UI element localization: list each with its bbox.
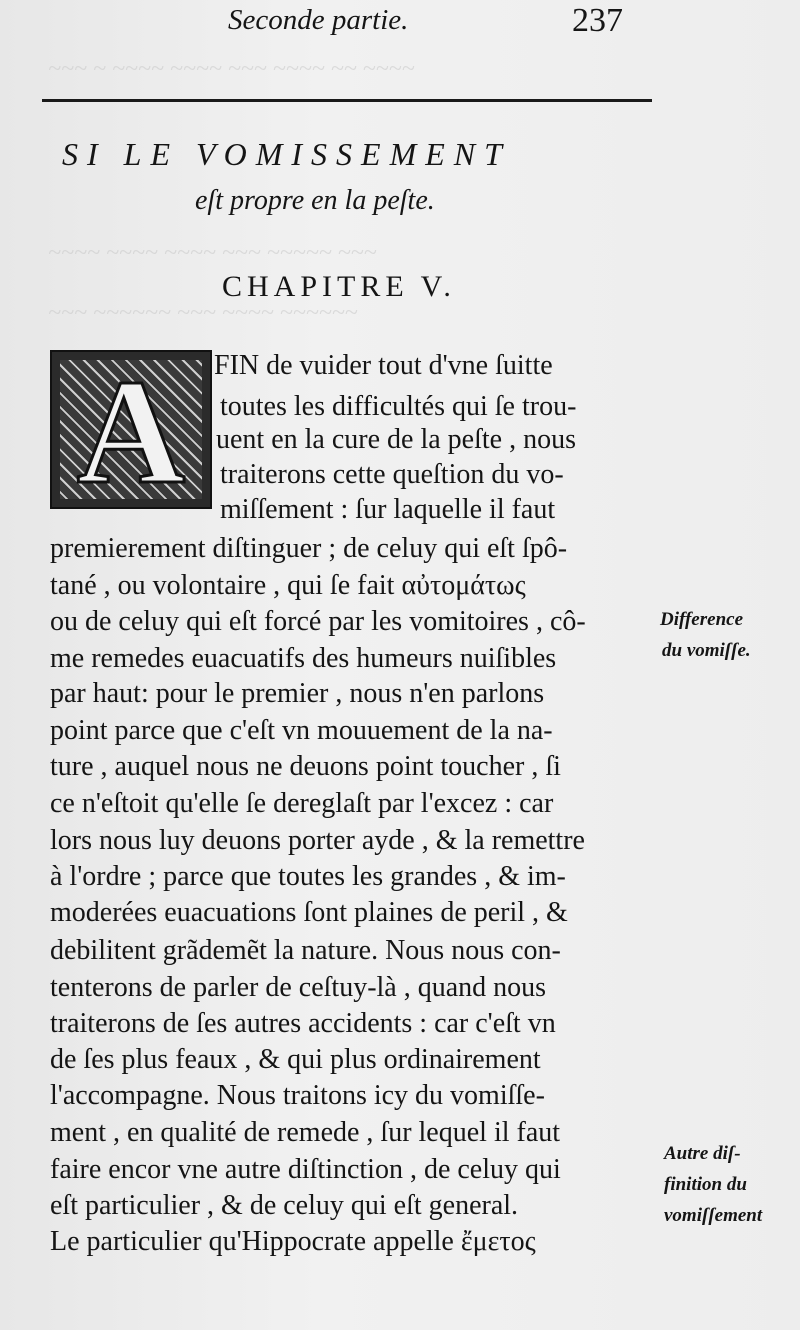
body-line: ment , en qualité de remede , ſur lequel il faut — [50, 1117, 561, 1148]
chapter-title: SI LE VOMISSEMENT — [62, 136, 511, 172]
body-line: tané , ou volontaire , qui ſe fait αὐτομάτως — [50, 570, 526, 601]
body-line: point parce que c'eſt vn mouuement de la na- — [50, 715, 553, 746]
body-line: ou de celuy qui eſt forcé par les vomitoires , cô- — [50, 606, 586, 637]
margin-note-line: finition du — [664, 1174, 747, 1195]
body-line: debilitent grãdemẽt la nature. Nous nous con- — [50, 935, 561, 966]
decorated-initial-image — [50, 349, 212, 515]
margin-note-line: Autre diſ- — [664, 1143, 741, 1164]
body-line: traiterons de ſes autres accidents : car c'eſt vn — [50, 1008, 556, 1039]
chapter-label: CHAPITRE V. — [222, 270, 456, 303]
body-line: l'accompagne. Nous traitons icy du vomiſſe- — [50, 1080, 545, 1111]
body-line: premierement diſtinguer ; de celuy qui eſt ſpô- — [50, 533, 568, 564]
show-through-text: ~~~ ~~~~~~ ~~~ ~~~~ ~~~~~~ — [48, 300, 358, 326]
body-line: de ſes plus feaux , & qui plus ordinairement — [50, 1044, 541, 1075]
body-line: par haut: pour le premier , nous n'en parlons — [50, 678, 545, 709]
body-line: ce n'eſtoit qu'elle ſe dereglaſt par l'excez : car — [50, 788, 554, 819]
body-line: FIN de vuider tout d'vne ſuitte — [214, 350, 553, 381]
body-line: ture , auquel nous ne deuons point toucher , ſi — [50, 751, 561, 782]
body-line: moderées euacuations ſont plaines de peril , & — [50, 897, 568, 928]
running-head: Seconde partie. — [228, 4, 409, 36]
show-through-text: ~~~ ~ ~~~~ ~~~~ ~~~ ~~~~ ~~ ~~~~ — [48, 56, 415, 82]
body-line: faire encor vne autre diſtinction , de celuy qui — [50, 1154, 561, 1185]
body-line: eſt particulier , & de celuy qui eſt general. — [50, 1190, 519, 1221]
body-line: traiterons cette queſtion du vo- — [220, 459, 564, 490]
chapter-subtitle: eſt propre en la peſte. — [195, 185, 435, 216]
body-line: me remedes euacuatifs des humeurs nuiſibles — [50, 643, 557, 674]
body-line: tenterons de parler de ceſtuy-là , quand nous — [50, 972, 547, 1003]
margin-note-line: vomiſſement — [664, 1205, 763, 1226]
page-number: 237 — [572, 2, 623, 39]
body-line: lors nous luy deuons porter ayde , & la remettre — [50, 825, 585, 856]
body-line: Le particulier qu'Hippocrate appelle ἔμετος — [50, 1226, 536, 1257]
header-rule — [42, 99, 652, 102]
body-line: à l'ordre ; parce que toutes les grandes , & im- — [50, 861, 566, 892]
margin-note-line: Difference — [660, 609, 744, 630]
body-line: toutes les difficultés qui ſe trou- — [220, 391, 577, 422]
drop-cap-letter: A — [76, 349, 186, 515]
margin-note-line: du vomiſſe. — [662, 640, 751, 661]
body-line: uent en la cure de la peſte , nous — [216, 424, 576, 455]
show-through-text: ~~~~ ~~~~ ~~~~ ~~~ ~~~~~ ~~~ — [48, 240, 377, 266]
body-line: miſſement : ſur laquelle il faut — [220, 494, 556, 525]
